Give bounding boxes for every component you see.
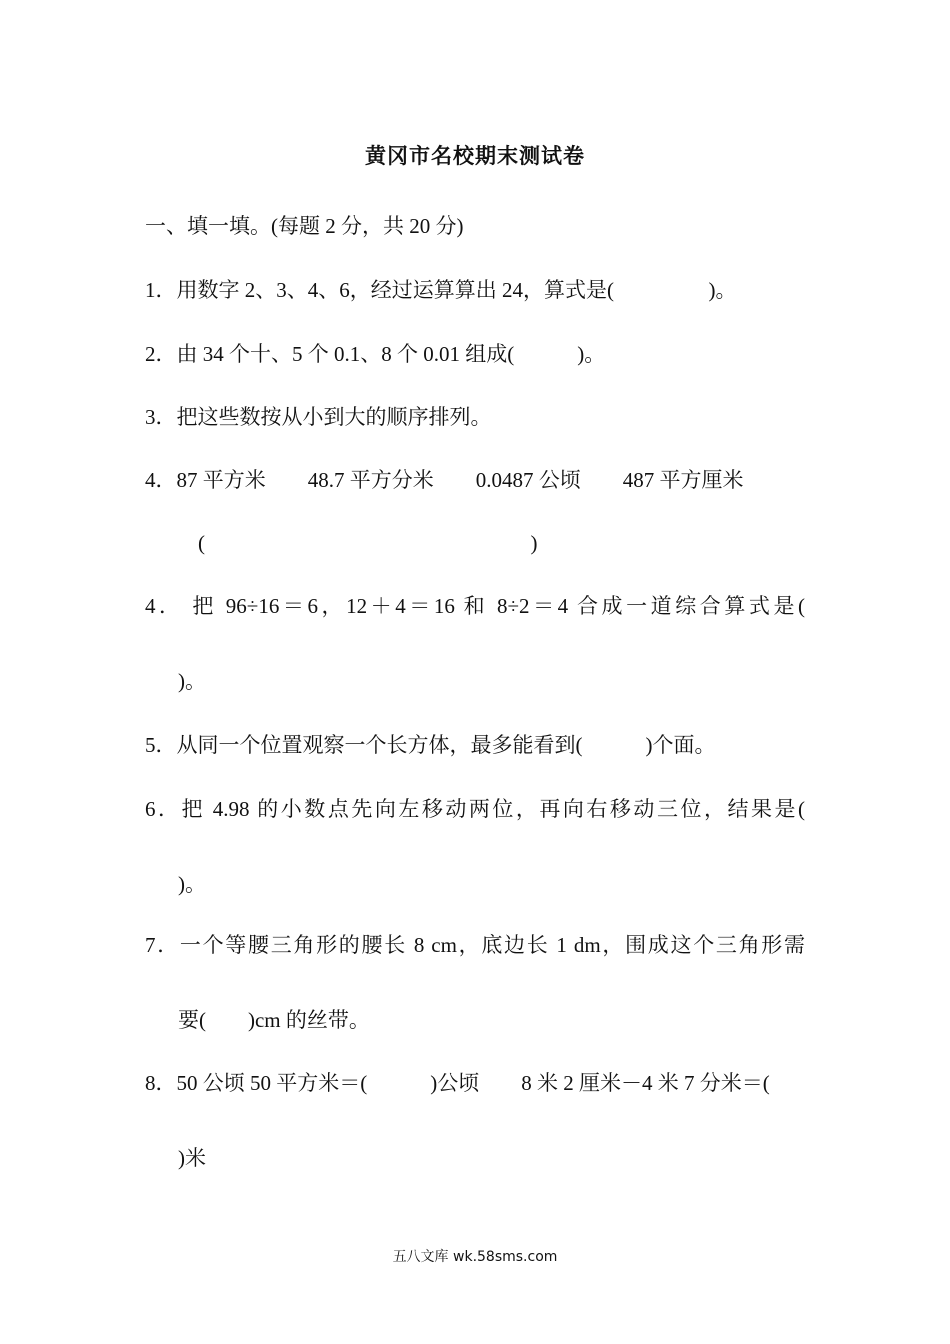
page-title: 黄冈市名校期末测试卷 <box>365 144 585 168</box>
section-heading: 一、填一填。(每题 2 分，共 20 分) <box>145 214 464 238</box>
question-3: 3．把这些数按从小到大的顺序排列。 <box>145 405 492 429</box>
question-6-continuation: )。 <box>178 872 206 896</box>
question-4-answer-blank: ( ) <box>198 531 538 555</box>
question-7-continuation: 要( )cm 的丝带。 <box>178 1008 370 1032</box>
question-5: 5．从同一个位置观察一个长方体，最多能看到( )个面。 <box>145 733 716 757</box>
question-8: 8．50 公顷 50 平方米＝( )公顷 8 米 2 厘米－4 米 7 分米＝( <box>145 1071 770 1095</box>
question-1: 1．用数字 2、3、4、6，经过运算算出 24，算式是( )。 <box>145 278 737 302</box>
question-6: 6．把 4.98 的小数点先向左移动两位，再向右移动三位，结果是( <box>145 797 805 821</box>
question-8-continuation: )米 <box>178 1146 206 1170</box>
footer-watermark: 五八文库 wk.58sms.com <box>392 1249 558 1265</box>
question-2: 2．由 34 个十、5 个 0.1、8 个 0.01 组成( )。 <box>145 342 606 366</box>
question-7: 7．一个等腰三角形的腰长 8 cm，底边长 1 dm，围成这个三角形需 <box>145 933 805 957</box>
question-4-items: 4．87 平方米 48.7 平方分米 0.0487 公顷 487 平方厘米 <box>145 468 744 492</box>
question-4b-continuation: )。 <box>178 669 206 693</box>
question-4b: 4． 把 96÷16＝6，12＋4＝16 和 8÷2＝4 合成一道综合算式是( <box>145 594 805 618</box>
